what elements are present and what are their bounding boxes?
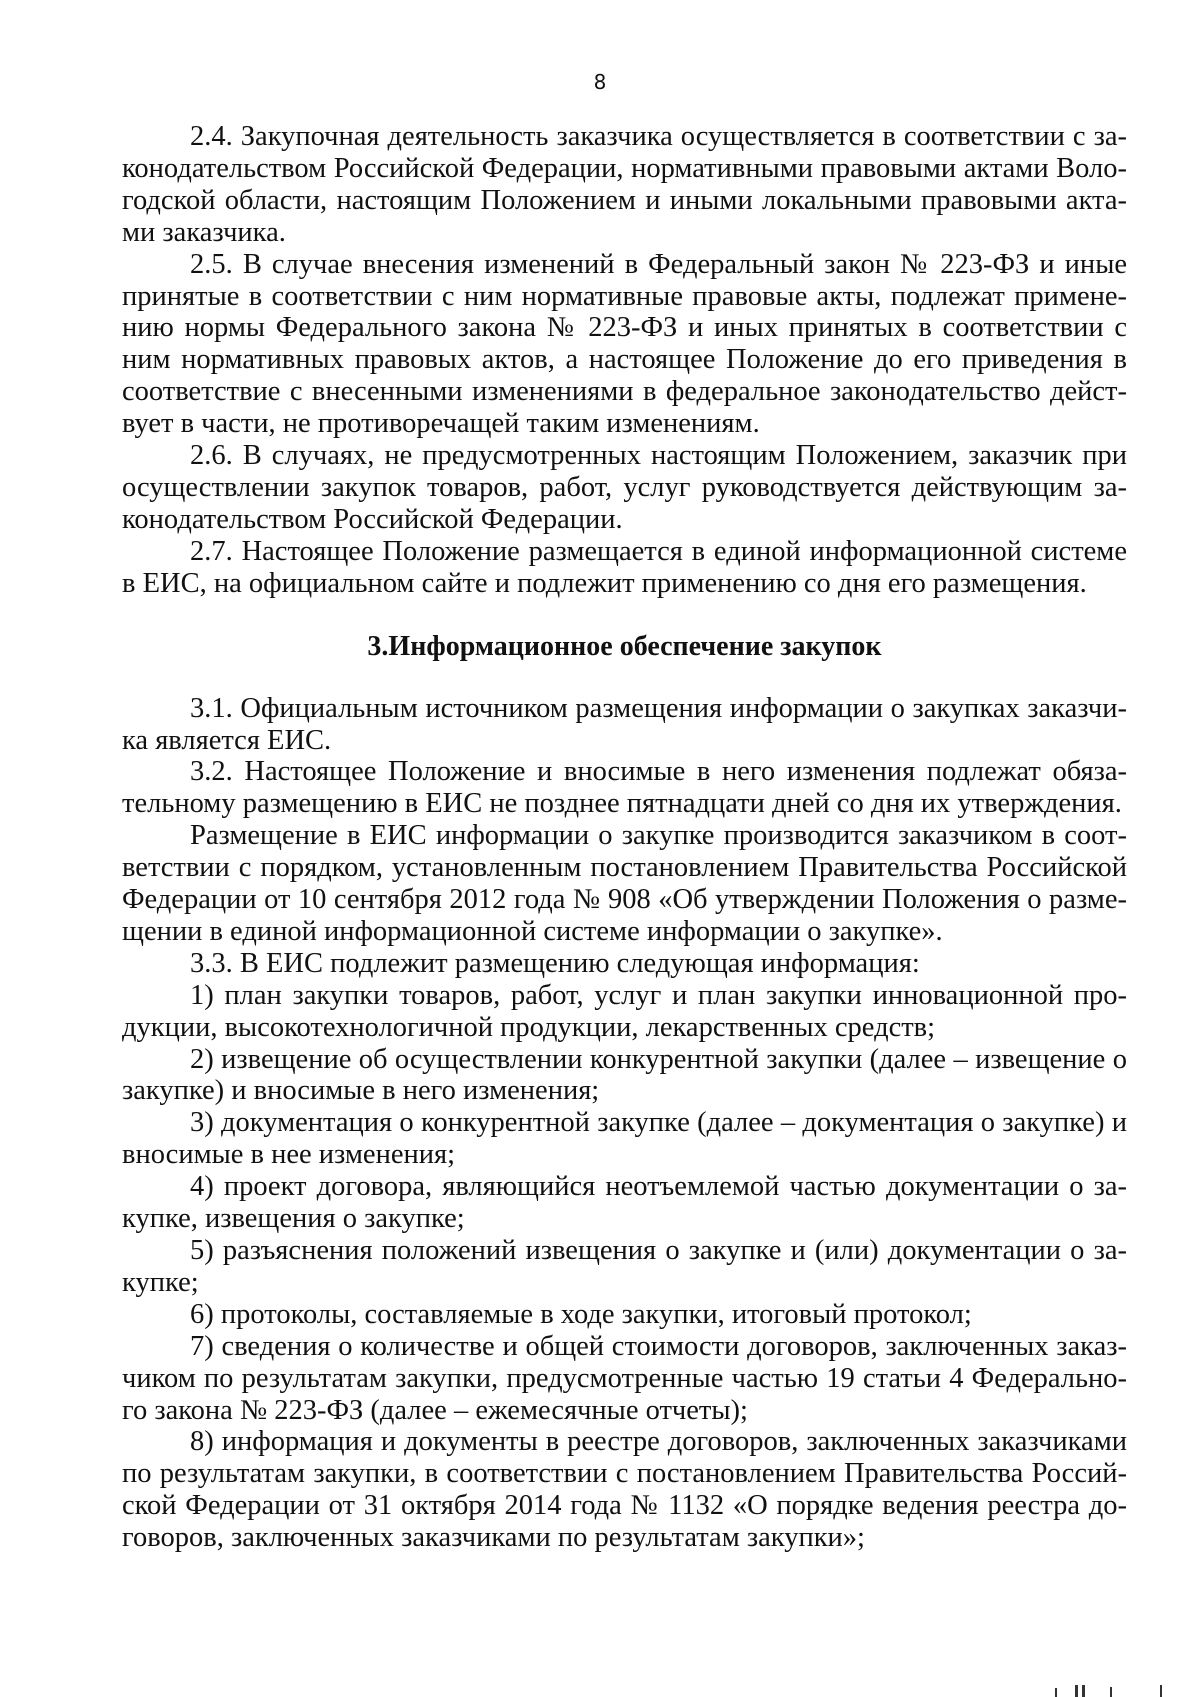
list-item-7: 7) сведения о количестве и общей стоимости договоров, заключенных заказчиком по результатам закупки, предусмотренные частью 19 статьи 4 Федерального закона № 223-ФЗ (далее – ежемесячные отчеты);: [122, 1330, 1127, 1426]
list-item-2: 2) извещение об осуществлении конкурентной закупки (далее – извещение о закупке) и вносимые в него изменения;: [122, 1043, 1127, 1107]
scan-mark: [1075, 1685, 1078, 1697]
list-item-1: 1) план закупки товаров, работ, услуг и план закупки инновационной продукции, высокотехнологичной продукции, лекарственных средств;: [122, 979, 1127, 1043]
scan-mark: [1160, 1685, 1162, 1697]
page-content: [122, 121, 1127, 1554]
paragraph-2-4: 2.4. Закупочная деятельность заказчика осуществляется в соответствии с законодательством Российской Федерации, нормативными правовыми актами Вологодской области, настоящим Положением и иными локальными правовыми актами заказчика.: [122, 121, 1127, 248]
paragraph-2-6: 2.6. В случаях, не предусмотренных настоящим Положением, заказчик при осуществлении закупок товаров, работ, услуг руководствуется действующим законодательством Российской Федерации.: [122, 440, 1127, 535]
list-item-3: 3) документация о конкурентной закупке (далее – документация о закупке) и вносимые в нее изменения;: [122, 1107, 1127, 1171]
list-item-6: 6) протоколы, составляемые в ходе закупки, итоговый протокол;: [190, 1298, 972, 1330]
scan-mark: [1055, 1688, 1057, 1697]
list-item-5: 5) разъяснения положений извещения о закупке и (или) документации о закупке;: [122, 1235, 1127, 1298]
scan-edge-marks: [0, 1680, 1200, 1697]
paragraph-2-7: 2.7. Настоящее Положение размещается в единой информационной системе в ЕИС, на официальном сайте и подлежит применению со дня его размещения.: [122, 535, 1127, 599]
paragraph-placement-order: Размещение в ЕИС информации о закупке производится заказчиком в соответствии с порядком, установленным постановлением Правительства Российской Федерации от 10 сентября 2012 года № 908 «Об утверждении Положения о размещении в единой информационной системе информации о закупке».: [122, 820, 1127, 947]
paragraph-3-3: 3.3. В ЕИС подлежит размещению следующая информация:: [190, 947, 920, 979]
section-3-heading: 3.Информационное обеспечение закупок: [367, 630, 882, 662]
paragraph-3-2: 3.2. Настоящее Положение и вносимые в него изменения подлежат обязательному размещению в ЕИС не позднее пятнадцати дней со дня их утверждения.: [122, 756, 1127, 820]
paragraph-3-1: 3.1. Официальным источником размещения информации о закупках заказчика является ЕИС.: [122, 692, 1127, 756]
scan-mark: [1082, 1685, 1085, 1697]
list-item-4: 4) проект договора, являющийся неотъемлемой частью документации о закупке, извещения о закупке;: [122, 1171, 1127, 1235]
list-item-8: 8) информация и документы в реестре договоров, заключенных заказчиками по результатам закупки, в соответствии с постановлением Правительства Российской Федерации от 31 октября 2014 года № 1132 «О порядке ведения реестра договоров, заключенных заказчиками по результатам закупки»;: [122, 1426, 1127, 1554]
page-number: 8: [593, 70, 607, 94]
paragraph-2-5: 2.5. В случае внесения изменений в Федеральный закон № 223-ФЗ и иные принятые в соответствии с ним нормативные правовые акты, подлежат применению нормы Федерального закона № 223-ФЗ и иных принятых в соответствии с ним нормативных правовых актов, а настоящее Положение до его приведения в соответствие с внесенными изменениями в федеральное законодательство действует в части, не противоречащей таким изменениям.: [122, 248, 1127, 440]
scan-mark: [1110, 1687, 1112, 1697]
